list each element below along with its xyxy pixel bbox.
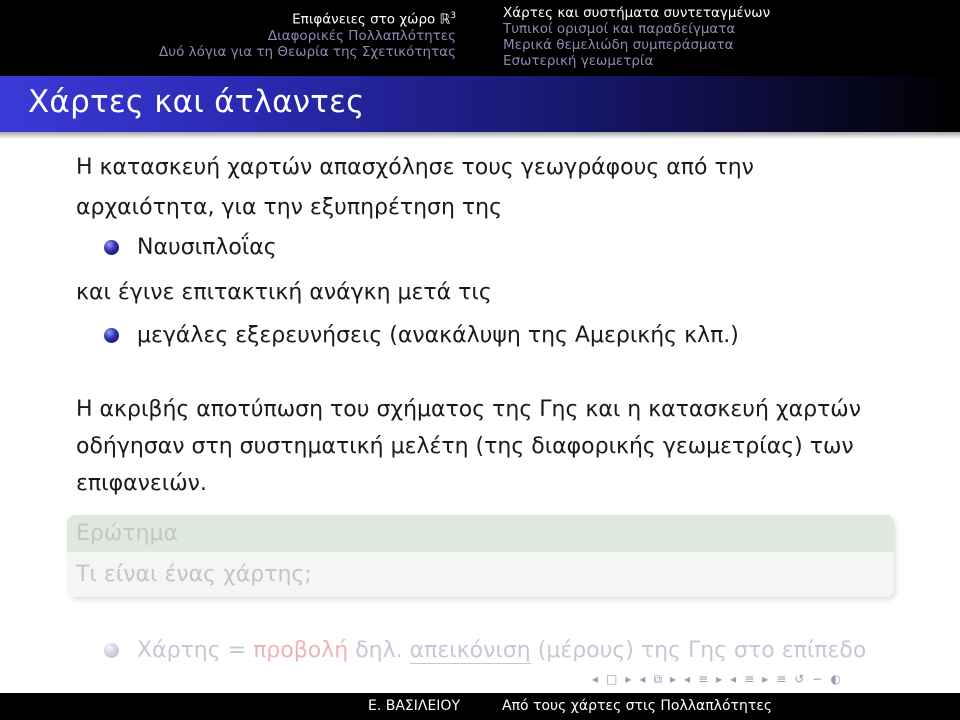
header-sections (0, 0, 480, 76)
bullet-text: μεγάλες εξερευνήσεις (ανακάλυψη της Αμερικής κλπ.) (137, 322, 739, 348)
body-line-2: αρχαιότητα, για την εξυπηρέτηση της (76, 195, 503, 220)
document-icon[interactable]: ≡ (776, 672, 787, 686)
footer (0, 693, 960, 720)
paragraph-2-line-2: οδήγησαν στη συστηματική μελέτη (της διαφορικής γεωμετρίας) των (76, 434, 854, 459)
navigation-controls (592, 672, 841, 687)
header-navigation (0, 0, 960, 76)
block-body: Τι είναι ένας χάρτης; (67, 552, 894, 597)
section-link-manifolds[interactable]: Διαφορικές Πολλαπλότητες (267, 27, 456, 44)
subsection-link-maps[interactable]: Χάρτες και συστήματα συντεταγμένων (503, 5, 771, 21)
header-subsections (480, 0, 960, 76)
subsection-link-fundamental[interactable]: Μερικά θεμελιώδη συμπεράσματα (503, 37, 734, 53)
frame-title: Χάρτες και άτλαντες (28, 84, 365, 120)
next-part-icon[interactable]: ▸ (762, 672, 769, 686)
bullet-item-navigation (104, 231, 277, 263)
bullet-ball-icon (104, 643, 119, 658)
footer-author: Ε. ΒΑΣΙΛΕΙΟΥ (0, 693, 480, 720)
subsection-icon[interactable]: ⧉ (653, 672, 663, 686)
subsection-link-intrinsic[interactable]: Εσωτερική γεωμετρία (503, 53, 654, 69)
prev-part-icon[interactable]: ◂ (730, 672, 737, 686)
title-shadow (0, 132, 960, 139)
frame-icon[interactable]: □ (606, 672, 618, 686)
frame-title-bar (0, 76, 960, 132)
next-frame-icon[interactable]: ▸ (625, 672, 632, 686)
bullet-ball-icon (104, 240, 119, 255)
bullet-text: Ναυσιπλοΐας (137, 234, 277, 260)
footer-title: Από τους χάρτες στις Πολλαπλότητες (480, 693, 960, 720)
bullet-ball-icon (104, 328, 119, 343)
prev-frame-icon[interactable]: ◂ (592, 672, 599, 686)
section-link-surfaces[interactable]: Επιφάνειες στο χώρο ℝ$^3$ (292, 11, 456, 28)
block-title: Ερώτημα (67, 515, 894, 552)
next-subsection-icon[interactable]: ▸ (670, 672, 677, 686)
underlined-mapping: απεικόνιση (409, 637, 531, 663)
paragraph-2-line-1: Η ακριβής αποτύπωση του σχήματος της Γης και η κατασκευή χαρτών (76, 397, 862, 422)
back-icon[interactable]: ↺ (794, 672, 805, 686)
bullet-item-explorations (104, 319, 739, 351)
paragraph-2-line-3: επιφανειών. (76, 471, 207, 496)
forward-icon[interactable]: ◐ (830, 672, 841, 686)
body-line-1: Η κατασκευή χαρτών απασχόλησε τους γεωγράφους από την (76, 155, 754, 180)
section-link-relativity[interactable]: Δυό λόγια για τη Θεωρία της Σχετικότητας (159, 43, 456, 60)
faded-bullet-text: Χάρτης = προβολή δηλ. απεικόνιση (μέρους) της Γης στο επίπεδο (137, 637, 867, 663)
subsection-link-definitions[interactable]: Τυπικοί ορισμοί και παραδείγματα (503, 21, 736, 37)
next-section-icon[interactable]: ▸ (716, 672, 723, 686)
body-line-3: και έγινε επιτακτική ανάγκη μετά τις (76, 280, 492, 305)
highlight-projection: προβολή (253, 637, 349, 663)
question-block (67, 515, 894, 597)
part-icon[interactable]: ≡ (744, 672, 755, 686)
prev-subsection-icon[interactable]: ◂ (639, 672, 646, 686)
search-icon[interactable]: ∽ (812, 672, 823, 686)
faded-bullet-item (104, 634, 866, 666)
prev-section-icon[interactable]: ◂ (684, 672, 691, 686)
section-icon[interactable]: ≡ (698, 672, 709, 686)
